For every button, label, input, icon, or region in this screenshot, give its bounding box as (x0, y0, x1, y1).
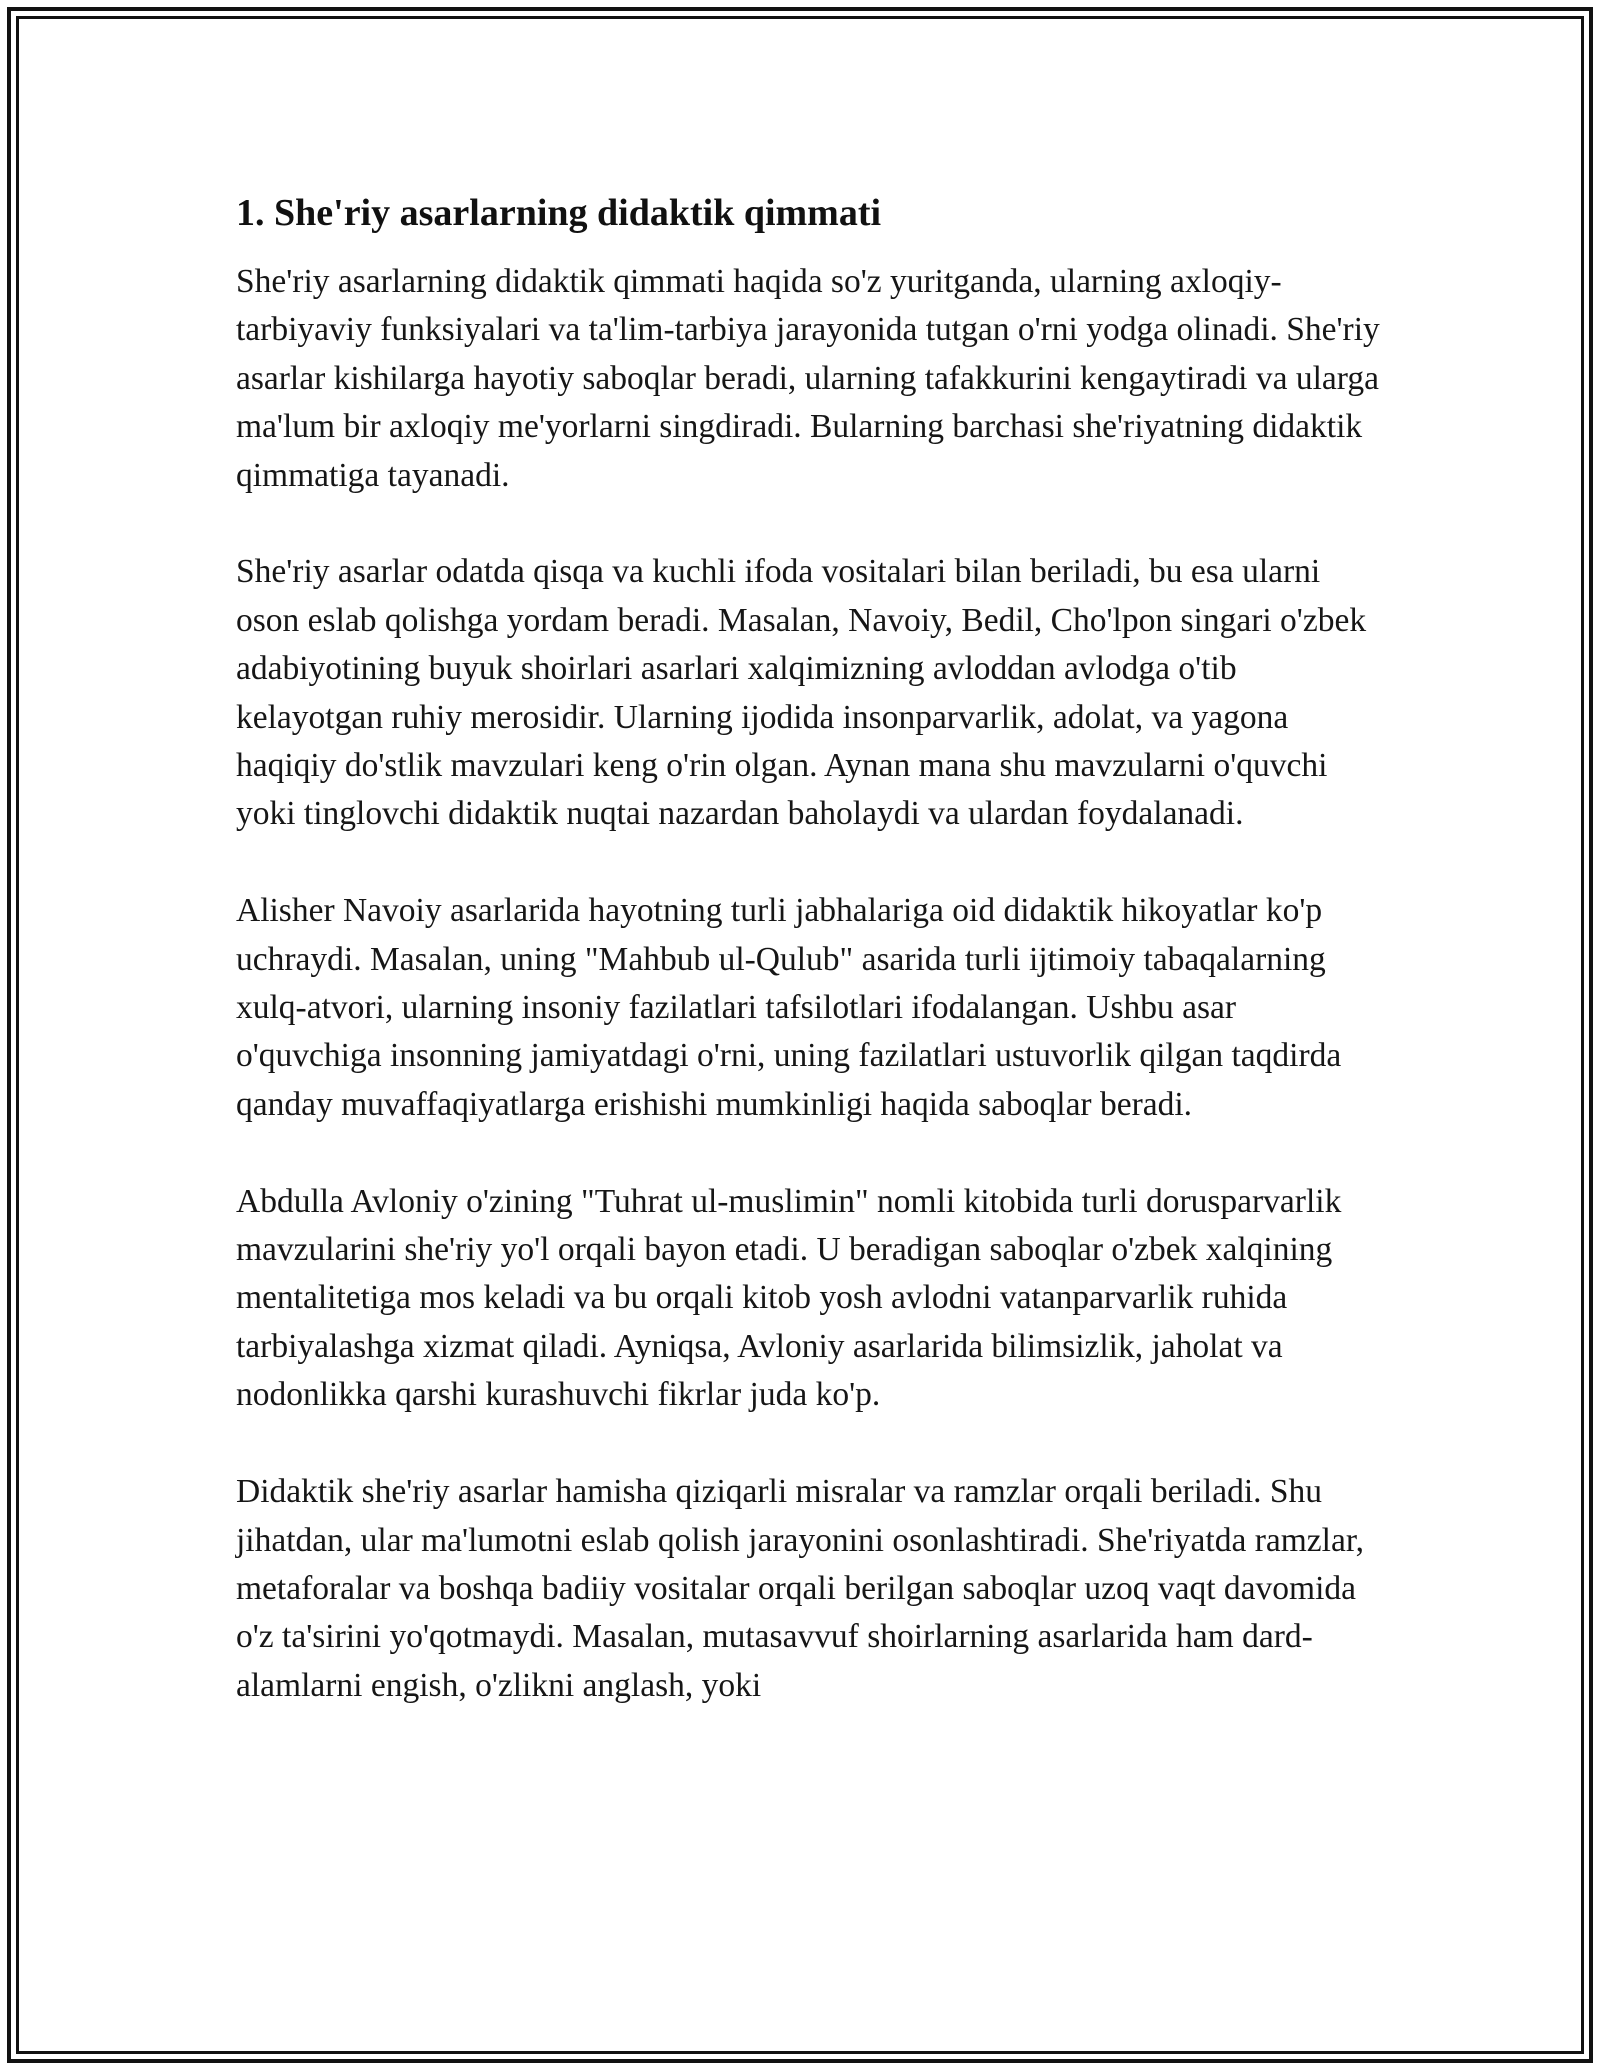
section-heading: 1. She'riy asarlarning didaktik qimmati (236, 192, 882, 234)
paragraph-4: Abdulla Avloniy o'zining "Tuhrat ul-muslimin" nomli kitobida turli dorusparvarlik mavzularini she'riy yo'l orqali bayon etadi. U beradigan saboqlar o'zbek xalqining mentalitetiga mos keladi va bu orqali kitob yosh avlodni vatanparvarlik ruhida tarbiyalashga xizmat qiladi. Ayniqsa, Avloniy asarlarida bilimsizlik, jaholat va nodonlikka qarshi kurashuvchi fikrlar juda ko'p. (236, 1182, 1342, 1414)
document-body (236, 184, 1386, 1710)
paragraph-2: She'riy asarlar odatda qisqa va kuchli ifoda vositalari bilan beriladi, bu esa ularni oson eslab qolishga yordam beradi. Masalan, Navoiy, Bedil, Cho'lpon singari o'zbek adabiyotining buyuk shoirlari asarlari xalqimizning avloddan avlodga o'tib kelayotgan ruhiy merosidir. Ularning ijodida insonparvarlik, adolat, va yagona haqiqiy do'stlik mavzulari keng o'rin olgan. Aynan mana shu mavzularni o'quvchi yoki tinglovchi didaktik nuqtai nazardan baholaydi va ulardan foydalanadi. (236, 553, 1367, 833)
paragraph-3: Alisher Navoiy asarlarida hayotning turli jabhalariga oid didaktik hikoyatlar ko'p uchraydi. Masalan, uning "Mahbub ul-Qulub" asarida turli ijtimoiy tabaqalarning xulq-atvori, ularning insoniy fazilatlari tafsilotlari ifodalangan. Ushbu asar o'quvchiga insonning jamiyatdagi o'rni, uning fazilatlari ustuvorlik qilgan taqdirda qanday muvaffaqiyatlarga erishishi mumkinligi haqida saboqlar beradi. (236, 892, 1342, 1123)
paragraph-5: Didaktik she'riy asarlar hamisha qiziqarli misralar va ramzlar orqali beriladi. Shu jihatdan, ular ma'lumotni eslab qolish jarayonini osonlashtiradi. She'riyatda ramzlar, metaforalar va boshqa badiiy vositalar orqali berilgan saboqlar uzoq vaqt davomida o'z ta'sirini yo'qotmaydi. Masalan, mutasavvuf shoirlarning asarlarida ham dard-alamlarni engish, o'zlikni anglash, yoki (236, 1473, 1365, 1704)
paragraph-1: She'riy asarlarning didaktik qimmati haqida so'z yuritganda, ularning axloqiy-tarbiyaviy funksiyalari va ta'lim-tarbiya jarayonida tutgan o'rni yodga olinadi. She'riy asarlar kishilarga hayotiy saboqlar beradi, ularning tafakkurini kengaytiradi va ularga ma'lum bir axloqiy me'yorlarni singdiradi. Bularning barchasi she'riyatning didaktik qimmatiga tayanadi. (236, 263, 1380, 494)
